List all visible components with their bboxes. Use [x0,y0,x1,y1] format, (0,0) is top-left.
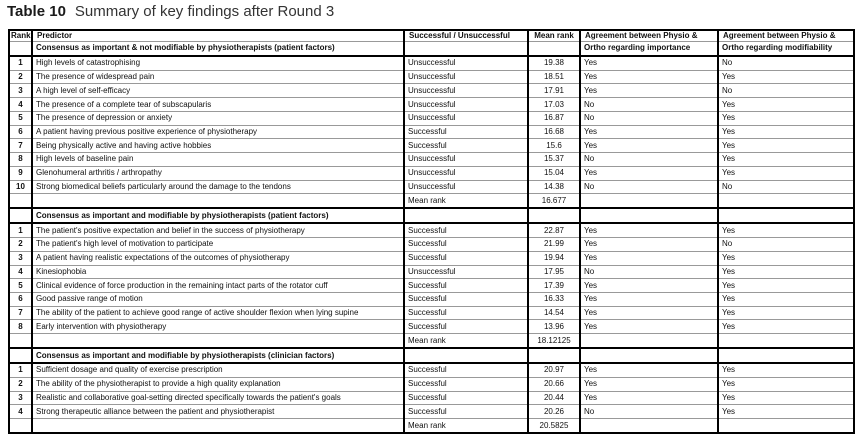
agreement-importance-header-line2 [580,348,718,363]
mean-rank-cell [528,42,580,56]
rank-cell: 6 [9,125,32,139]
agreement-importance-header: Agreement between Physio & [580,30,718,42]
predictor-cell: Kinesiophobia [32,265,404,279]
rank-cell: 6 [9,292,32,306]
agreement-importance-cell: No [580,111,718,125]
mean-rank-cell: 20.44 [528,391,580,405]
mean-rank-label-cell: Mean rank [404,419,528,433]
mean-rank-cell [528,348,580,363]
agreement-modifiability-header: Agreement between Physio & [718,30,854,42]
predictor-cell: Sufficient dosage and quality of exercise prescription [32,363,404,377]
agreement-modifiability-cell: Yes [718,320,854,334]
mean-rank-cell: 18.51 [528,70,580,84]
outcome-cell: Unsuccessful [404,98,528,112]
agreement-importance-cell: Yes [580,391,718,405]
predictor-row [9,180,854,194]
agreement-modifiability-cell: No [718,180,854,194]
predictor-cell: A patient having realistic expectations of the outcomes of physiotherapy [32,251,404,265]
agreement-importance-cell: Yes [580,56,718,70]
predictor-cell: A high level of self-efficacy [32,84,404,98]
predictor-row [9,320,854,334]
predictor-cell: High levels of baseline pain [32,153,404,167]
mean-rank-value-cell: 16.677 [528,194,580,208]
mean-rank-cell: 21.99 [528,238,580,252]
agreement-modifiability-cell: Yes [718,70,854,84]
agreement-importance-cell: No [580,405,718,419]
rank-cell [9,348,32,363]
predictor-cell: A patient having previous positive experience of physiotherapy [32,125,404,139]
predictor-row [9,70,854,84]
agreement-modifiability-cell [718,194,854,208]
mean-rank-label-cell: Mean rank [404,194,528,208]
agreement-importance-cell: Yes [580,363,718,377]
agreement-modifiability-cell: No [718,56,854,70]
agreement-modifiability-cell: Yes [718,306,854,320]
predictor-cell: Being physically active and having active hobbies [32,139,404,153]
rank-cell: 7 [9,306,32,320]
mean-rank-value-cell: 20.5825 [528,419,580,433]
mean-rank-cell: 20.26 [528,405,580,419]
agreement-modifiability-cell: Yes [718,377,854,391]
findings-table [8,29,855,434]
predictor-row [9,251,854,265]
agreement-modifiability-cell: Yes [718,125,854,139]
agreement-importance-cell: No [580,180,718,194]
mean-rank-cell: 14.38 [528,180,580,194]
mean-rank-cell: 19.94 [528,251,580,265]
agreement-importance-cell: Yes [580,320,718,334]
table-caption [7,3,334,20]
section-title-cell: Consensus as important and modifiable by physiotherapists (clinician factors) [32,348,404,363]
predictor-cell: High levels of catastrophising [32,56,404,70]
agreement-modifiability-cell: Yes [718,391,854,405]
agreement-importance-cell: Yes [580,139,718,153]
agreement-importance-cell [580,334,718,348]
rank-cell [9,42,32,56]
predictor-row [9,84,854,98]
rank-cell: 4 [9,98,32,112]
section-title-cell: Consensus as important and modifiable by physiotherapists (patient factors) [32,208,404,223]
rank-cell: 2 [9,238,32,252]
section-title-cell: Consensus as important & not modifiable by physiotherapists (patient factors) [32,42,404,56]
rank-cell: 4 [9,265,32,279]
predictor-row [9,223,854,237]
rank-cell: 3 [9,391,32,405]
rank-cell: 2 [9,70,32,84]
rank-cell: 3 [9,251,32,265]
predictor-row [9,377,854,391]
agreement-modifiability-cell: Yes [718,153,854,167]
predictor-row [9,56,854,70]
agreement-importance-header-line2 [580,208,718,223]
outcome-cell: Successful [404,238,528,252]
outcome-cell: Successful [404,279,528,293]
predictor-row [9,292,854,306]
mean-rank-cell [528,208,580,223]
section-header-row [9,208,854,223]
mean-rank-cell: 16.68 [528,125,580,139]
outcome-cell [404,348,528,363]
predictor-row [9,391,854,405]
outcome-cell: Unsuccessful [404,84,528,98]
agreement-modifiability-cell: Yes [718,265,854,279]
agreement-modifiability-header-line2 [718,208,854,223]
rank-cell: 10 [9,180,32,194]
agreement-importance-cell: Yes [580,125,718,139]
rank-cell [9,334,32,348]
outcome-cell: Successful [404,306,528,320]
mean-rank-cell: 14.54 [528,306,580,320]
rank-cell: 1 [9,56,32,70]
predictor-cell: The patient's high level of motivation to participate [32,238,404,252]
mean-rank-cell: 16.33 [528,292,580,306]
predictor-row [9,279,854,293]
predictor-row [9,166,854,180]
rank-cell: 9 [9,166,32,180]
table-caption-text: Summary of key findings after Round 3 [74,3,335,20]
mean-rank-cell: 22.87 [528,223,580,237]
mean-rank-row [9,419,854,433]
outcome-cell: Successful [404,320,528,334]
outcome-cell: Successful [404,391,528,405]
outcome-cell: Unsuccessful [404,166,528,180]
predictor-row [9,139,854,153]
mean-rank-cell: 16.87 [528,111,580,125]
predictor-cell: Strong biomedical beliefs particularly around the damage to the tendons [32,180,404,194]
outcome-header: Successful / Unsuccessful [404,30,528,42]
agreement-modifiability-cell: Yes [718,98,854,112]
agreement-modifiability-cell: Yes [718,292,854,306]
mean-rank-cell: 13.96 [528,320,580,334]
predictor-cell: Glenohumeral arthritis / arthropathy [32,166,404,180]
outcome-cell: Successful [404,377,528,391]
outcome-cell: Successful [404,251,528,265]
agreement-modifiability-cell: No [718,84,854,98]
predictor-cell [32,334,404,348]
agreement-importance-cell: Yes [580,166,718,180]
mean-rank-cell: 15.37 [528,153,580,167]
outcome-cell: Successful [404,405,528,419]
outcome-cell: Unsuccessful [404,111,528,125]
predictor-cell: Strong therapeutic alliance between the patient and physiotherapist [32,405,404,419]
outcome-cell: Unsuccessful [404,180,528,194]
predictor-row [9,265,854,279]
outcome-cell [404,42,528,56]
rank-cell [9,194,32,208]
predictor-cell [32,419,404,433]
outcome-cell: Unsuccessful [404,56,528,70]
agreement-modifiability-cell: Yes [718,139,854,153]
predictor-cell: The presence of widespread pain [32,70,404,84]
mean-rank-cell: 20.97 [528,363,580,377]
predictor-row [9,153,854,167]
section-header-row [9,42,854,56]
predictor-cell: The ability of the physiotherapist to provide a high quality explanation [32,377,404,391]
mean-rank-cell: 19.38 [528,56,580,70]
agreement-modifiability-cell: Yes [718,363,854,377]
predictor-header: Predictor [32,30,404,42]
predictor-row [9,98,854,112]
agreement-importance-header-line2: Ortho regarding importance [580,42,718,56]
outcome-cell [404,208,528,223]
outcome-cell: Successful [404,125,528,139]
outcome-cell: Successful [404,292,528,306]
agreement-modifiability-header-line2 [718,348,854,363]
rank-cell: 2 [9,377,32,391]
predictor-cell: The patient's positive expectation and belief in the success of physiotherapy [32,223,404,237]
predictor-cell: Realistic and collaborative goal-setting directed specifically towards the patient's goals [32,391,404,405]
agreement-importance-cell: Yes [580,238,718,252]
outcome-cell: Successful [404,363,528,377]
mean-rank-cell: 17.03 [528,98,580,112]
mean-rank-cell: 15.6 [528,139,580,153]
outcome-cell: Unsuccessful [404,70,528,84]
predictor-row [9,238,854,252]
mean-rank-cell: 17.39 [528,279,580,293]
predictor-row [9,405,854,419]
rank-cell: 1 [9,223,32,237]
agreement-importance-cell [580,194,718,208]
predictor-cell: Good passive range of motion [32,292,404,306]
predictor-cell: Early intervention with physiotherapy [32,320,404,334]
agreement-importance-cell: Yes [580,306,718,320]
rank-cell [9,208,32,223]
mean-rank-cell: 17.95 [528,265,580,279]
mean-rank-label-cell: Mean rank [404,334,528,348]
rank-cell: 1 [9,363,32,377]
predictor-row [9,363,854,377]
mean-rank-row [9,334,854,348]
agreement-importance-cell: Yes [580,279,718,293]
mean-rank-value-cell: 18.12125 [528,334,580,348]
agreement-modifiability-cell: Yes [718,223,854,237]
section-header-row [9,348,854,363]
rank-cell: 4 [9,405,32,419]
mean-rank-row [9,194,854,208]
rank-cell: 3 [9,84,32,98]
agreement-importance-cell: Yes [580,251,718,265]
predictor-row [9,306,854,320]
rank-cell: 8 [9,320,32,334]
agreement-importance-cell [580,419,718,433]
rank-cell: 5 [9,279,32,293]
agreement-importance-cell: Yes [580,377,718,391]
agreement-modifiability-cell: Yes [718,279,854,293]
rank-cell: 8 [9,153,32,167]
outcome-cell: Unsuccessful [404,153,528,167]
agreement-modifiability-header-line2: Ortho regarding modifiability [718,42,854,56]
agreement-modifiability-cell: Yes [718,111,854,125]
rank-header: Rank [11,31,31,40]
agreement-modifiability-cell [718,334,854,348]
predictor-cell: The ability of the patient to achieve good range of active shoulder flexion when lying supine [32,306,404,320]
mean-rank-cell: 15.04 [528,166,580,180]
outcome-cell: Unsuccessful [404,265,528,279]
agreement-importance-cell: Yes [580,223,718,237]
table-header-row [9,30,854,42]
predictor-cell [32,194,404,208]
predictor-row [9,125,854,139]
table-caption-label: Table 10 [7,3,66,20]
outcome-cell: Successful [404,223,528,237]
rank-cell: 5 [9,111,32,125]
mean-rank-cell: 17.91 [528,84,580,98]
outcome-cell: Successful [404,139,528,153]
agreement-importance-cell: No [580,153,718,167]
agreement-modifiability-cell: No [718,238,854,252]
agreement-importance-cell: Yes [580,292,718,306]
rank-cell [9,419,32,433]
agreement-importance-cell: Yes [580,84,718,98]
mean-rank-header: Mean rank [528,30,580,42]
agreement-importance-cell: No [580,265,718,279]
agreement-modifiability-cell [718,419,854,433]
mean-rank-cell: 20.66 [528,377,580,391]
agreement-modifiability-cell: Yes [718,405,854,419]
agreement-modifiability-cell: Yes [718,166,854,180]
predictor-cell: The presence of depression or anxiety [32,111,404,125]
predictor-cell: Clinical evidence of force production in the remaining intact parts of the rotator cuff [32,279,404,293]
agreement-modifiability-cell: Yes [718,251,854,265]
predictor-row [9,111,854,125]
rank-cell: 7 [9,139,32,153]
agreement-importance-cell: No [580,98,718,112]
agreement-importance-cell: Yes [580,70,718,84]
predictor-cell: The presence of a complete tear of subscapularis [32,98,404,112]
